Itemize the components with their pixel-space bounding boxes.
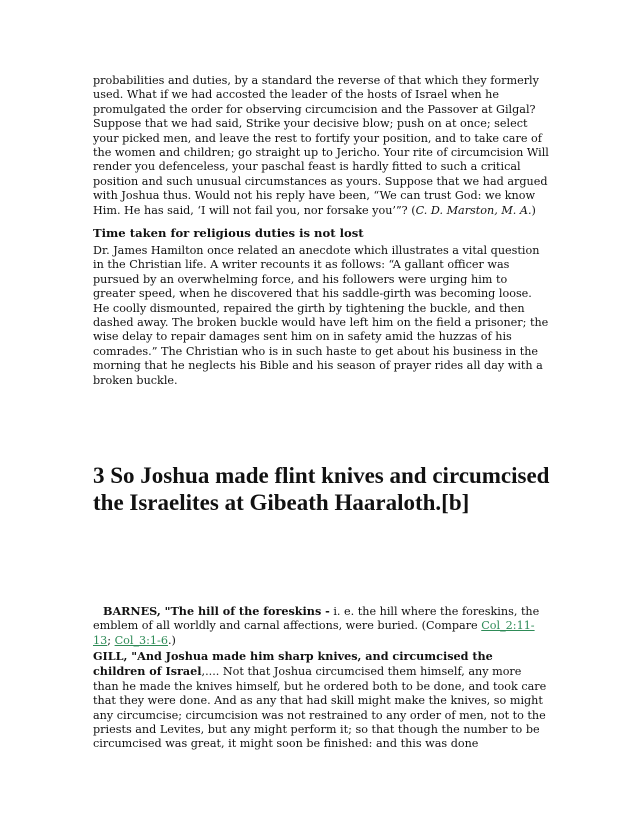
barnes-close: .): [167, 633, 176, 647]
barnes-label: BARNES, "The hill of the foreskins -: [103, 604, 330, 618]
gill-paragraph: [93, 649, 549, 752]
marston-text: probabilities and duties, by a standard the reverse of that which they formerly used. What if we had accosted the leader of the hosts of Israel when he promulgated the order for observing circumcision and the Passover at Gilgal? Suppose that we had said, Strike your decisive blow; push on at once; select your picked men, and leave the rest to fortify your position, and to take care of the women and children; go straight up to Jericho. Your rite of circumcision Will render you defenceless, your paschal feast is hardly fitted to such a critical position and such unusual circumstances as yours. Suppose that we had argued with Joshua thus. Would not his reply have been, “We can trust God: we know Him. He has said, ‘I will not fail you, nor forsake you’”? (: [93, 74, 549, 217]
marston-author: C. D. Marston, M. A.: [415, 203, 532, 217]
marston-close: ): [531, 203, 536, 217]
col-2-11-13-link[interactable]: Col_2:11-13: [93, 619, 535, 647]
barnes-paragraph: [93, 604, 549, 648]
ref-separator: ;: [107, 633, 115, 647]
marston-paragraph: [93, 74, 549, 218]
verse-heading: 3 So Joshua made flint knives and circumcised the Israelites at Gibeath Haaraloth.[b]: [93, 463, 550, 515]
col-3-1-6-link[interactable]: Col_3:1-6: [114, 633, 168, 647]
gill-text: ,.... Not that Joshua circumcised them himself, any more than he made the knives himself, but he ordered both to be done, and took care that they were done. And as any that had skill might make the knives, so might any circumcise; circumcision was not restrained to any order of men, not to the priests and Levites, but any might perform it; so that though the number to be circumcised was great, it might soon be finished: and this was done: [93, 665, 547, 751]
hamilton-paragraph: Dr. James Hamilton once related an anecdote which illustrates a vital question in the Christian life. A writer recounts it as follows: “A gallant officer was pursued by an overwhelming force, and his followers were urging him to greater speed, when he discovered that his saddle-girth was becoming loose. He coolly dismounted, repaired the girth by tightening the buckle, and then dashed away. The broken buckle would have left him on the field a prisoner; the wise delay to repair damages sent him on in safety amid the huzzas of his comrades.” The Christian who is in such haste to get about his business in the morning that he neglects his Bible and his season of prayer rides all day with a broken buckle.: [93, 244, 549, 387]
gill-label: GILL, "And Joshua made him sharp knives, and circumcised the children of Israel: [93, 649, 493, 679]
barnes-text: i. e. the hill where the foreskins, the emblem of all worldly and carnal affections, were buried. (Compare: [93, 605, 540, 633]
section-heading: Time taken for religious duties is not lost: [93, 226, 364, 240]
